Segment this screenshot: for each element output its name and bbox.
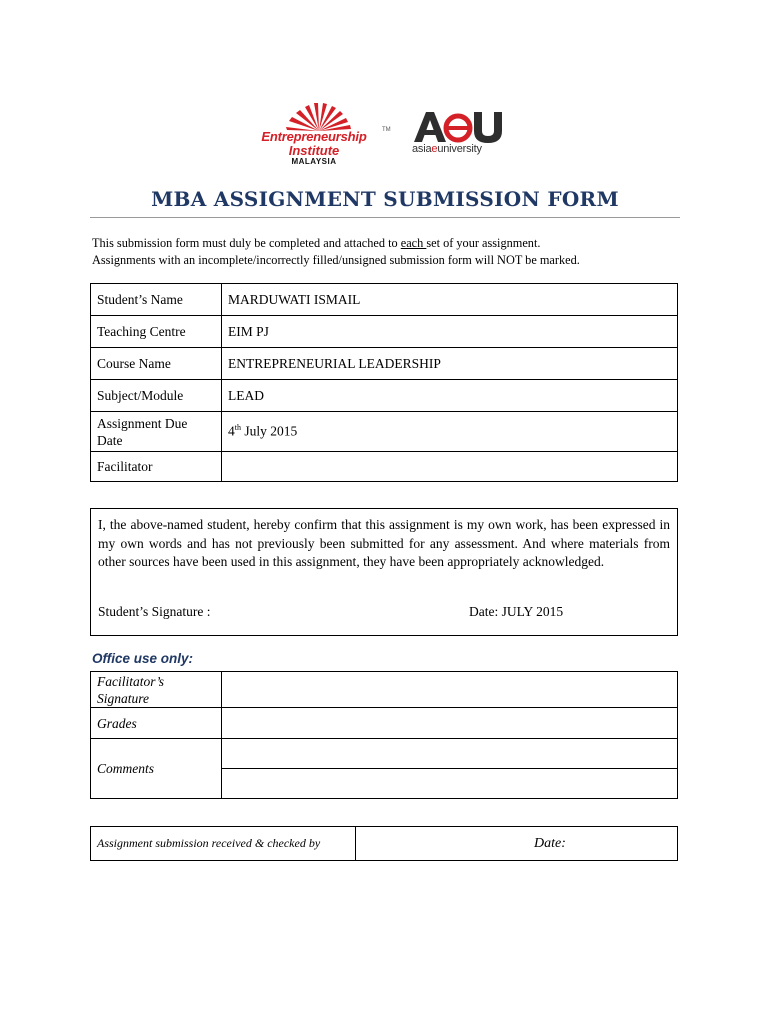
intro-line2: Assignments with an incomplete/incorrectly filled/unsigned submission form will NOT be marked.	[92, 253, 580, 267]
subject-module-field[interactable]: LEAD	[222, 380, 678, 412]
intro-underlined-each: each	[400, 236, 427, 250]
asia-e-university-logo	[412, 110, 522, 160]
declaration-date: Date: JULY 2015	[469, 604, 564, 619]
office-use-table	[90, 671, 678, 799]
aeu-sub-e: e	[431, 143, 438, 155]
facilitator-field[interactable]	[222, 452, 678, 482]
table-row	[91, 827, 678, 861]
aeu-sub-university: university	[437, 143, 482, 155]
student-signature-label: Student’s Signature :	[98, 604, 211, 619]
title-divider	[90, 217, 680, 218]
assignment-due-date-field[interactable]	[222, 412, 678, 452]
declaration-text: I, the above-named student, hereby confirm that this assignment is my own work, has been expressed in my own words and has not previously been submitted for any assessment. And where materials from other sources have been used in this assignment, they have been appropriately acknowledged.	[98, 517, 670, 569]
teaching-centre-label: Teaching Centre	[91, 316, 222, 348]
form-title: MBA ASSIGNMENT SUBMISSION FORM	[151, 187, 619, 211]
table-row	[91, 316, 678, 348]
received-date-field[interactable]: Date:	[356, 827, 678, 861]
table-row	[91, 412, 678, 452]
aeu-mark-icon	[412, 110, 504, 144]
table-row	[91, 739, 678, 769]
received-checked-table	[90, 826, 678, 861]
logo-text-institute: Institute	[288, 143, 340, 158]
comments-label: Comments	[91, 739, 222, 799]
student-info-table	[90, 283, 678, 482]
table-row	[91, 452, 678, 482]
table-row	[91, 284, 678, 316]
trademark-mark: TM	[382, 127, 391, 133]
logo-text-asiaeuniversity	[412, 143, 482, 155]
table-row	[91, 672, 678, 708]
subject-module-label: Subject/Module	[91, 380, 222, 412]
facilitator-signature-field[interactable]	[222, 672, 678, 708]
declaration-box	[90, 508, 678, 636]
entrepreneurship-institute-logo	[244, 103, 394, 165]
grades-field[interactable]	[222, 708, 678, 739]
aeu-sub-asia: asia	[412, 143, 432, 155]
logo-text-entrepreneurship: Entrepreneurship	[261, 129, 367, 144]
facilitator-label: Facilitator	[91, 452, 222, 482]
intro-line1-start: This submission form must duly be completed and attached to	[92, 236, 401, 250]
due-day-suffix: th	[234, 423, 241, 433]
due-day: 4	[228, 423, 235, 439]
comments-field-line1[interactable]	[222, 739, 678, 769]
logo-text-malaysia: MALAYSIA	[291, 157, 337, 166]
received-checked-label: Assignment submission received & checked by	[91, 827, 356, 861]
table-row	[91, 348, 678, 380]
teaching-centre-field[interactable]: EIM PJ	[222, 316, 678, 348]
assignment-due-date-label: Assignment Due Date	[91, 412, 222, 452]
grades-label: Grades	[91, 708, 222, 739]
course-name-field[interactable]: ENTREPRENEURIAL LEADERSHIP	[222, 348, 678, 380]
intro-line1-end: set of your assignment.	[426, 236, 541, 250]
facilitator-signature-label: Facilitator’s Signature	[91, 672, 222, 708]
due-month-year: July 2015	[240, 423, 298, 439]
intro-text	[92, 235, 682, 269]
comments-field-line2[interactable]	[222, 769, 678, 799]
table-row	[91, 380, 678, 412]
course-name-label: Course Name	[91, 348, 222, 380]
student-name-field[interactable]: MARDUWATI ISMAIL	[222, 284, 678, 316]
table-row	[91, 708, 678, 739]
student-name-label: Student’s Name	[91, 284, 222, 316]
office-use-heading: Office use only:	[92, 651, 194, 666]
